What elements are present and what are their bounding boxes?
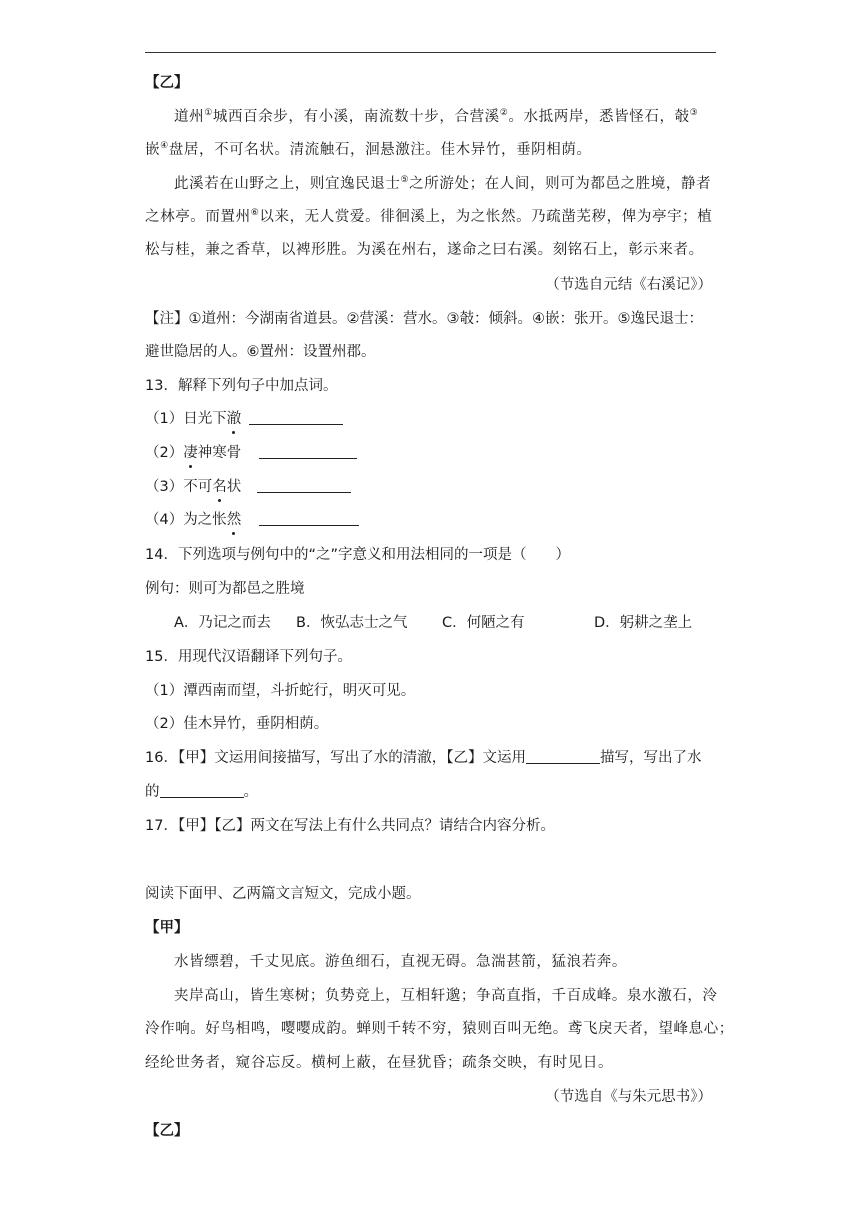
note-line-2: 避世隐居的人。⑥置州：设置州郡。	[145, 344, 376, 360]
section-tag-yi: 【乙】	[145, 75, 189, 91]
yi-paragraph-1-line-1: 道州①城西百余步，有小溪，南流数十步，合营溪②。水抵两岸，悉皆怪石，攲③	[174, 108, 699, 125]
option-b[interactable]: B．恢弘志士之气	[296, 615, 408, 631]
option-d[interactable]: D．躬耕之垄上	[594, 615, 693, 631]
question-17-stem: 17．【甲】【乙】两文在写法上有什么共同点？请结合内容分析。	[145, 818, 555, 834]
yi-paragraph-2-line-3: 松与桂，兼之香草，以裨形胜。为溪在州右，遂命之曰右溪。刻铭石上，彰示来者。	[145, 242, 704, 258]
jia-source: （节选自《与朱元思书》）	[545, 1089, 712, 1105]
dotted-char: 澈	[226, 411, 242, 427]
q13-item-4: （4）为之怅然	[145, 510, 359, 530]
dotted-char: 名	[212, 479, 227, 495]
yi-paragraph-1-line-2: 嵌④盘居，不可名状。清流触石，洄悬激注。佳木异竹，垂阴相荫。	[145, 141, 592, 158]
answer-blank[interactable]	[257, 478, 351, 493]
answer-blank[interactable]	[160, 783, 244, 798]
question-14-stem: 14．下列选项与例句中的“之”字意义和用法相同的一项是（ ）	[145, 547, 570, 563]
jia-paragraph-1: 水皆缥碧，千丈见底。游鱼细石，直视无碍。急湍甚箭，猛浪若奔。	[174, 954, 627, 970]
reading-intro: 阅读下面甲、乙两篇文言短文，完成小题。	[145, 886, 421, 902]
answer-blank[interactable]	[259, 444, 357, 459]
question-14-example: 例句：则可为都邑之胜境	[145, 581, 305, 597]
option-c[interactable]: C．何陋之有	[442, 615, 525, 631]
note-line-1: 【注】①道州：今湖南省道县。②营溪：营水。③攲：倾斜。④嵌：张开。⑤逸民退士：	[145, 311, 703, 327]
question-16-line-2: 的 。	[145, 784, 258, 800]
yi-paragraph-2-line-1: 此溪若在山野之上，则宜逸民退士⑤之所游处；在人间，则可为都邑之胜境，静者	[174, 175, 712, 192]
question-14-options	[174, 613, 692, 633]
answer-blank[interactable]	[259, 511, 359, 526]
top-rule	[145, 52, 716, 53]
section-tag-jia: 【甲】	[145, 920, 189, 936]
yi-paragraph-2-line-2: 之林亭。而置州⑥以来，无人赏爱。徘徊溪上，为之怅然。乃疏凿芜秽，俾为亭宇；植	[145, 208, 713, 225]
question-15-stem: 15．用现代汉语翻译下列句子。	[145, 649, 352, 665]
question-13-stem: 13．解释下列句子中加点词。	[145, 378, 338, 394]
question-15-sentence-2: （2）佳木异竹，垂阴相荫。	[145, 716, 329, 732]
q13-item-1: （1）日光下澈	[145, 409, 343, 429]
answer-blank[interactable]	[249, 410, 343, 425]
answer-blank[interactable]	[526, 749, 600, 764]
dotted-char: 然	[226, 512, 242, 528]
q13-item-2: （2）凄神寒骨	[145, 443, 357, 463]
dotted-char: 凄	[183, 445, 198, 461]
q13-item-3: （3）不可名状	[145, 477, 351, 497]
jia-paragraph-2-line-2: 泠作响。好鸟相鸣，嘤嘤成韵。蝉则千转不穷，猿则百叫无绝。鸢飞戾天者，望峰息心；	[145, 1021, 734, 1037]
question-16-line-1: 16．【甲】文运用间接描写，写出了水的清澈，【乙】文运用 描写，写出了水	[145, 750, 702, 766]
yi-source: （节选自元结《右溪记》）	[545, 277, 712, 293]
jia-paragraph-2-line-1: 夹岸高山，皆生寒树；负势竞上，互相轩邈；争高直指，千百成峰。泉水激石，泠	[174, 988, 718, 1004]
question-15-sentence-1: （1）潭西南而望，斗折蛇行，明灭可见。	[145, 683, 416, 699]
option-a[interactable]: A．乃记之而去	[174, 615, 271, 631]
section-tag-yi-2: 【乙】	[145, 1123, 189, 1139]
jia-paragraph-2-line-3: 经纶世务者，窥谷忘反。横柯上蔽，在昼犹昏；疏条交映，有时见日。	[145, 1055, 614, 1071]
